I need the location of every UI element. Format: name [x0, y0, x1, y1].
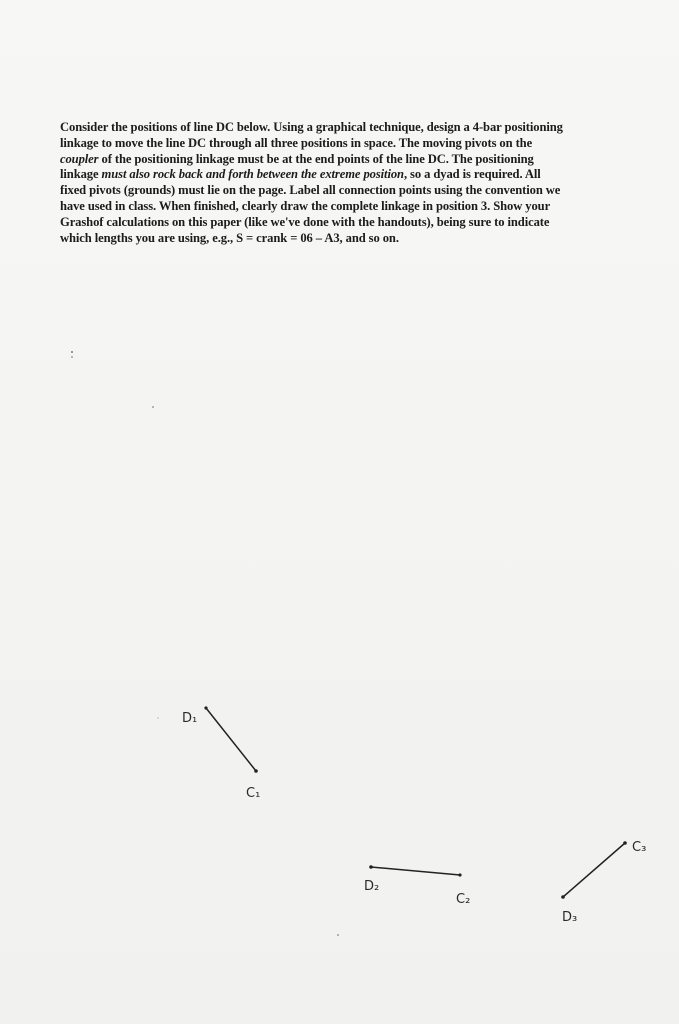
label-d1: D₁ — [182, 711, 198, 726]
problem-line-7: Grashof calculations on this paper (like we've done with the handouts), being sure to indicate — [60, 214, 550, 229]
rock-emphasis: must also rock back and forth between the extreme position — [101, 167, 404, 182]
point-c2 — [458, 873, 461, 876]
problem-line-2: linkage to move the line DC through all three positions in space. The moving pivots on the — [60, 135, 533, 150]
label-d2: D₂ — [364, 879, 380, 894]
line-d1-c1 — [206, 708, 256, 771]
point-d2 — [369, 865, 373, 869]
line-d2-c2 — [371, 867, 460, 875]
problem-line-1: Consider the positions of line DC below. Using a graphical technique, design a 4-bar positioning — [60, 120, 563, 134]
problem-line-3 — [60, 152, 635, 168]
label-c1: C₁ — [246, 786, 261, 801]
point-c1 — [254, 769, 258, 773]
speck-mark — [152, 406, 154, 408]
speck-mark — [157, 717, 158, 718]
point-d1 — [204, 706, 207, 709]
problem-line-6: have used in class. When finished, clearly draw the complete linkage in position 3. Show your — [60, 198, 551, 213]
problem-line-3-rest: of the positioning linkage must be at the end points of the line DC. The positioning — [98, 151, 534, 166]
line-d3-c3 — [563, 843, 625, 897]
problem-line-4-start: linkage — [60, 167, 102, 182]
point-d3 — [561, 895, 565, 899]
problem-line-4-end: , so a dyad is required. All — [403, 167, 541, 182]
coupler-emphasis: coupler — [60, 151, 99, 166]
problem-line-5: fixed pivots (grounds) must lie on the page. Label all connection points using the convention we — [60, 183, 561, 198]
speck-mark — [337, 934, 339, 936]
problem-line-4 — [60, 167, 635, 183]
problem-statement — [60, 120, 635, 246]
problem-line-8: which lengths you are using, e.g., S = crank = 06 – A3, and so on. — [60, 230, 399, 245]
speck-mark — [71, 356, 72, 357]
point-c3 — [623, 841, 627, 845]
speck-mark — [71, 351, 73, 353]
label-c3: C₃ — [632, 840, 647, 855]
label-d3: D₃ — [562, 910, 578, 925]
label-c2: C₂ — [456, 892, 471, 907]
